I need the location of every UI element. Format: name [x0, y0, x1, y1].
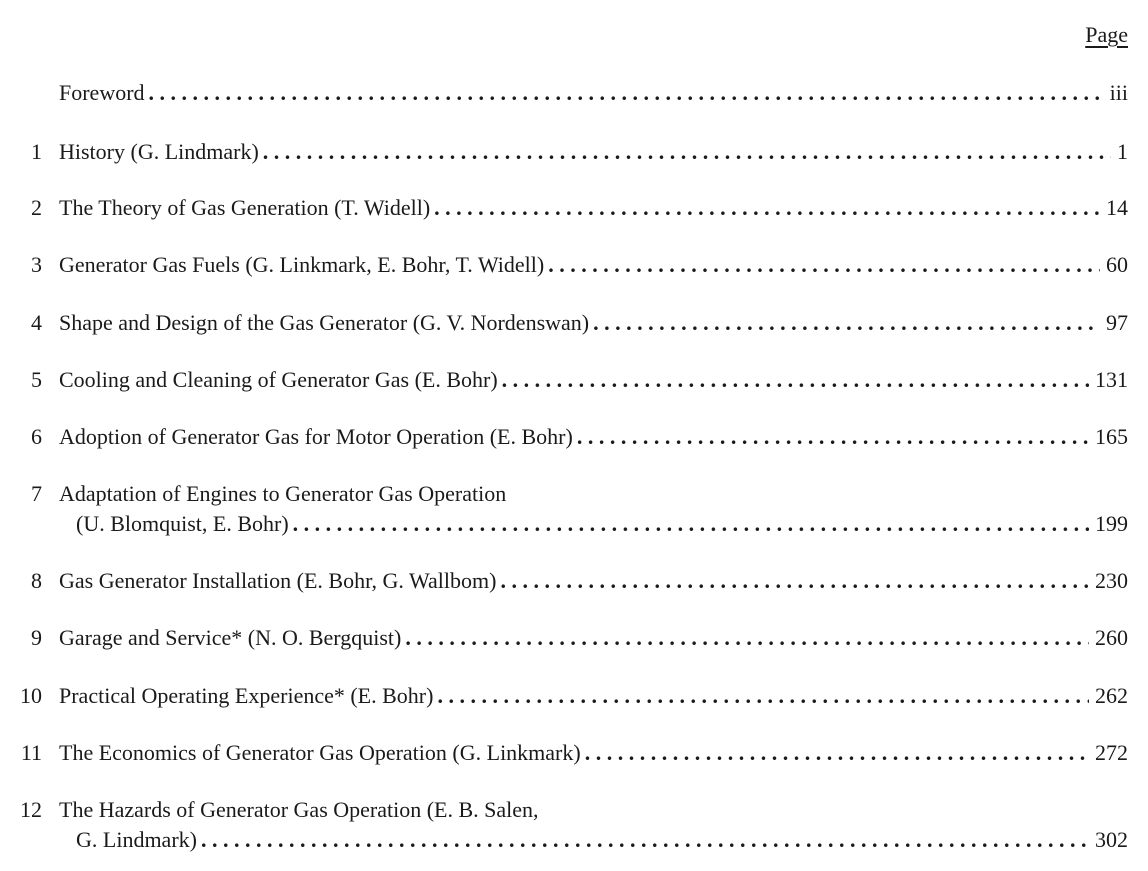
entry-title: The Theory of Gas Generation (T. Widell) [59, 195, 431, 220]
entry-number: 8 [31, 568, 42, 593]
entry-number: 7 [31, 481, 42, 506]
entry-page: iii [1109, 80, 1128, 105]
entry-page: 14 [1106, 195, 1128, 220]
entry-number: 2 [31, 195, 42, 220]
entry-number: 9 [31, 625, 42, 650]
entry-title: Generator Gas Fuels (G. Linkmark, E. Bohr, T. Widell) [59, 252, 545, 277]
entry-page: 262 [1095, 683, 1128, 708]
leader-dots [585, 740, 1089, 766]
leader-dots [577, 424, 1089, 450]
entry-number: 10 [20, 683, 42, 708]
entry-number: 4 [31, 310, 42, 335]
leader-dots [263, 139, 1111, 165]
leader-dots [149, 80, 1104, 106]
entry-number: 11 [20, 740, 42, 765]
entry-page: 272 [1095, 740, 1128, 765]
entry-title: Adoption of Generator Gas for Motor Operation (E. Bohr) [59, 424, 573, 449]
entry-page: 230 [1095, 568, 1128, 593]
leader-dots [201, 827, 1089, 853]
entry-number: 12 [20, 797, 42, 822]
entry-number: 5 [31, 367, 42, 392]
entry-page: 199 [1095, 511, 1128, 536]
entry-page: 1 [1117, 139, 1128, 164]
entry-title: Gas Generator Installation (E. Bohr, G. Wallbom) [59, 568, 497, 593]
entry-title-continued: (U. Blomquist, E. Bohr) [76, 511, 289, 536]
entry-page: 260 [1095, 625, 1128, 650]
entry-number: 3 [31, 252, 42, 277]
leader-dots [405, 625, 1089, 651]
entry-title: Shape and Design of the Gas Generator (G. V. Nordenswan) [59, 310, 590, 335]
page-column-header: Page [1085, 22, 1128, 47]
entry-title: The Economics of Generator Gas Operation (G. Linkmark) [59, 740, 581, 765]
leader-dots [500, 568, 1089, 594]
entry-title: The Hazards of Generator Gas Operation (E. B. Salen, [59, 797, 539, 822]
entry-title: Cooling and Cleaning of Generator Gas (E. Bohr) [59, 367, 498, 392]
entry-title: History (G. Lindmark) [59, 139, 259, 164]
leader-dots [293, 511, 1089, 537]
entry-title-continued: G. Lindmark) [76, 827, 197, 852]
leader-dots [437, 683, 1089, 709]
entry-page: 60 [1106, 252, 1128, 277]
entry-title: Practical Operating Experience* (E. Bohr) [59, 683, 434, 708]
entry-page: 97 [1106, 310, 1128, 335]
entry-title: Garage and Service* (N. O. Bergquist) [59, 625, 402, 650]
leader-dots [502, 367, 1089, 393]
leader-dots [548, 252, 1100, 278]
entry-number: 1 [31, 139, 42, 164]
entry-page: 302 [1095, 827, 1128, 852]
leader-dots [434, 195, 1100, 221]
entry-page: 131 [1095, 367, 1128, 392]
leader-dots [593, 310, 1100, 336]
entry-title: Foreword [59, 80, 145, 105]
entry-title: Adaptation of Engines to Generator Gas Operation [59, 481, 507, 506]
entry-page: 165 [1095, 424, 1128, 449]
entry-number: 6 [31, 424, 42, 449]
